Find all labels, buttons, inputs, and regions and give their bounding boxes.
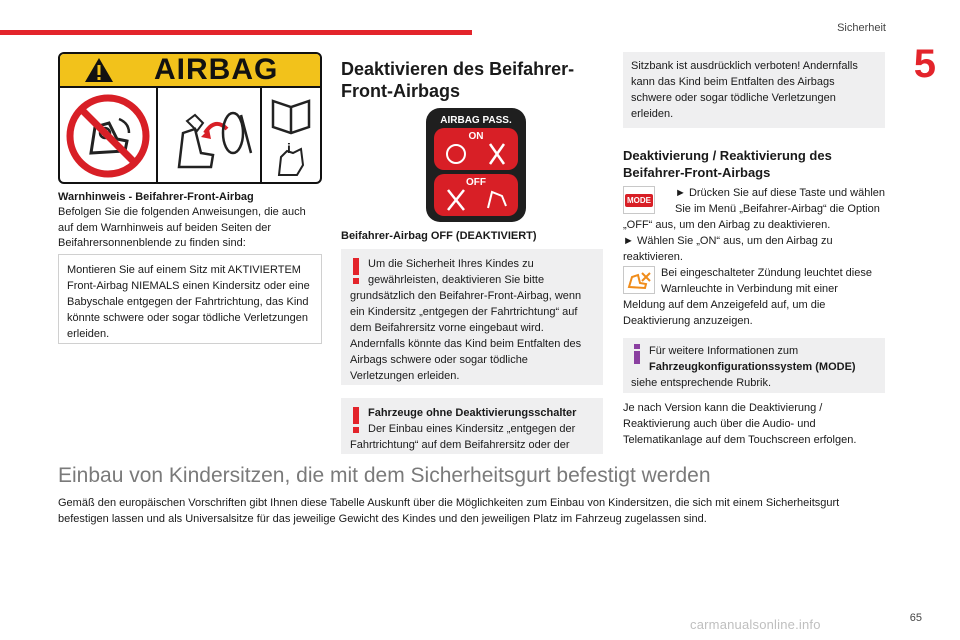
chapter-number: 5 — [913, 42, 936, 86]
child-seat-section-heading: Einbau von Kindersitzen, die mit dem Sicherheitsgurt befestigt werden — [58, 464, 711, 487]
airbag-label-word: AIRBAG — [154, 53, 279, 86]
child-safety-text-first: Um die Sicherheit Ihres Kindes zu gewährleisten, deaktivieren Sie bitte — [368, 258, 545, 286]
exclamation-icon — [350, 258, 362, 284]
section-title: Sicherheit — [837, 22, 886, 34]
exclamation-icon — [350, 407, 362, 433]
info-text-rest: siehe entsprechende Rubrik. — [631, 377, 772, 389]
deactivate-heading: Deaktivieren des Beifahrer-Front-Airbags — [341, 59, 575, 101]
mode-icon-label: MODE — [627, 195, 651, 205]
lamp-text-rest: Meldung auf dem Anzeigefeld auf, um die Deaktivierung anzuzeigen. — [623, 299, 826, 327]
no-switch-text-rest: Fahrtrichtung“ auf dem Beifahrersitz oder der — [350, 439, 570, 451]
no-switch-text-first: Der Einbau eines Kindersitz „entgegen der — [368, 423, 576, 435]
mode-button-icon — [623, 186, 655, 214]
warning-text: Befolgen Sie die folgenden Anweisungen, die auch auf dem Warnhinweis auf beiden Seiten der Beifahrersonnenblende zu finden sind: — [58, 206, 306, 249]
airbag-pass-off-label: OFF — [466, 177, 486, 188]
airbag-warning-label — [58, 52, 322, 184]
no-rear-facing-seat-icon — [65, 93, 151, 179]
airbag-deploy-icon — [161, 93, 257, 179]
no-switch-warning-box — [341, 398, 603, 454]
version-text: Je nach Version kann die Deaktivierung / Reaktivierung auch über die Audio- und Telematikanlage auf dem Touchscreen erfolgen. — [623, 402, 857, 446]
watermark: carmanualsonline.info — [690, 617, 821, 632]
warning-box: Montieren Sie auf einem Sitz mit AKTIVIERTEM Front-Airbag NIEMALS einen Kindersitz oder eine Babyschale entgegen der Fahrtrichtung, das Kind könnte schwere oder sogar tödliche Verletzungen erleiden. — [58, 254, 322, 344]
airbag-label-header — [60, 54, 320, 88]
step1-text-rest: „OFF“ aus, um den Airbag zu deaktivieren. — [623, 219, 831, 231]
info-icon — [632, 344, 642, 364]
airbag-pass-title: AIRBAG PASS. — [440, 115, 512, 126]
reactivation-heading: Deaktivierung / Reaktivierung des Beifahrer-Front-Airbags — [623, 148, 832, 180]
info-text-bold: Fahrzeugkonfigurationssystem (MODE) — [649, 361, 856, 373]
lamp-text-first: Bei eingeschalteter Zündung leuchtet diese Warnleuchte in Verbindung mit einer — [661, 267, 872, 295]
airbag-off-warning-lamp-icon — [623, 266, 655, 294]
airbag-pass-on-label: ON — [468, 131, 484, 142]
page-number: 65 — [909, 612, 922, 624]
airbag-off-lamp-icon — [626, 269, 652, 291]
step2-text: ► Wählen Sie „ON“ aus, um den Airbag zu reaktivieren. — [623, 235, 833, 263]
no-switch-title: Fahrzeuge ohne Deaktivierungsschalter — [368, 407, 577, 419]
read-manual-panel — [262, 88, 320, 184]
child-safety-warning-box — [341, 249, 603, 385]
read-manual-icon — [267, 93, 315, 179]
prohibited-child-seat-panel — [60, 88, 158, 184]
child-safety-text-rest: grundsätzlich den Beifahrer-Front-Airbag, wenn ein Kindersitz „entgegen der Fahrtrichtung“ auf dem Beifahrersitz vorne eingebaut wird. Andernfalls könnte das Kind beim Entfalten des Airbags schwere oder sogar tödliche Verletzungen erleiden. — [350, 290, 582, 382]
info-box — [623, 338, 885, 393]
svg-text:i: i — [287, 140, 291, 156]
warning-title: Warnhinweis - Beifahrer-Front-Airbag — [58, 191, 254, 203]
airbag-deploy-panel — [158, 88, 262, 184]
step1-text-first: ► Drücken Sie auf diese Taste und wählen Sie im Menü „Beifahrer-Airbag“ die Option — [675, 187, 886, 215]
continued-warning-box: Sitzbank ist ausdrücklich verboten! Andernfalls kann das Kind beim Entfalten des Airbags schwere oder sogar tödliche Verletzungen erleiden. — [623, 52, 885, 128]
info-text-first: Für weitere Informationen zum — [649, 345, 799, 357]
airbag-pass-panel — [422, 106, 530, 224]
child-seat-section-text: Gemäß den europäischen Vorschriften gibt Ihnen diese Tabelle Auskunft über die Möglichkeiten zum Einbau von Kindersitzen, die sich mit einem Sicherheitsgurt befestigen lassen und als Universalsitze für das jeweilige Gewicht des Kindes und den jeweiligen Platz im Fahrzeug zugelassen sind. — [58, 497, 840, 525]
warning-triangle-icon — [84, 56, 114, 84]
top-red-bar — [0, 30, 472, 35]
airbag-label-panels — [60, 88, 320, 184]
airbag-off-caption: Beifahrer-Airbag OFF (DEAKTIVIERT) — [341, 230, 537, 242]
